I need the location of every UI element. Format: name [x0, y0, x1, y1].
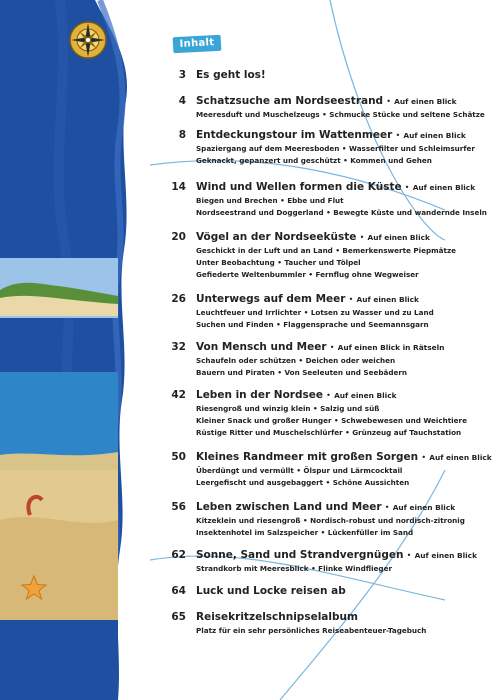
toc-subline: Platz für ein sehr persönliches Reiseabenteuer-Tagebuch [196, 626, 427, 635]
toc-subline: Kitzeklein und riesengroß • Nordisch-robust und nordisch-zitronig [196, 516, 465, 525]
toc-page-number: 20 [171, 231, 186, 243]
sea-illustration [0, 0, 150, 700]
toc-page-number: 32 [171, 341, 186, 353]
compass-rose-icon [70, 22, 106, 58]
toc-overview-label: Auf einen Blick [394, 97, 457, 106]
toc-subline: Unter Beobachtung • Taucher und Tölpel [196, 258, 361, 267]
contents-badge: Inhalt [173, 35, 222, 53]
toc-subline: Meeresduft und Muschelzeugs • Schmucke Stücke und seltene Schätze [196, 110, 485, 119]
toc-overview-label: Auf einen Blick [403, 131, 466, 140]
toc-page-number: 50 [171, 451, 186, 463]
toc-subline: Biegen und Brechen • Ebbe und Flut [196, 196, 344, 205]
toc-page-number: 8 [178, 129, 186, 141]
toc-overview-label: Auf einen Blick [392, 503, 456, 512]
toc-overview-label: Auf einen Blick [412, 183, 476, 192]
toc-title: Unterwegs auf dem Meer [196, 293, 346, 305]
toc-subline: Geknackt, gepanzert und geschützt • Kommen und Gehen [196, 156, 432, 165]
toc-subline: Überdüngt und vermüllt • Ölspur und Lärmcocktail [196, 466, 403, 475]
toc-subline: Riesengroß und winzig klein • Salzig und süß [196, 404, 380, 413]
toc-overview-label: Auf einen Blick [414, 551, 477, 560]
toc-page-number: 14 [171, 181, 186, 193]
toc-title: Vögel an der Nordseeküste [196, 231, 357, 243]
toc-page-number: 56 [171, 501, 186, 513]
toc-overview-label: Auf einen Blick in Rätseln [337, 343, 445, 352]
toc-page-number: 42 [171, 389, 186, 401]
toc-title: Schatzsuche am Nordseestrand [196, 95, 384, 107]
toc-overview-label: Auf einen Blick [367, 233, 430, 242]
toc-subline: Gefiederte Weltenbummler • Fernflug ohne Wegweiser [196, 270, 419, 279]
toc-title: Kleines Randmeer mit großen Sorgen [196, 451, 419, 463]
toc-subline: Geschickt in der Luft und an Land • Bemerkenswerte Piepmätze [196, 246, 456, 255]
toc-subline: Suchen und Finden • Flaggensprache und Seemannsgarn [196, 320, 429, 329]
toc-title: Es geht los! [196, 69, 266, 81]
toc-subline: Nordseestrand und Doggerland • Bewegte Küste und wandernde Inseln [196, 208, 487, 217]
toc-page-number: 65 [171, 611, 186, 623]
toc-subline: Schaufeln oder schützen • Deichen oder weichen [196, 356, 396, 365]
toc-subline: Spaziergang auf dem Meeresboden • Wasserfilter und Schleimsurfer [196, 144, 475, 153]
toc-subline: Bauern und Piraten • Von Seeleuten und Seebädern [196, 368, 408, 377]
toc-title: Entdeckungstour im Wattenmeer [196, 129, 393, 141]
toc-subline: Rüstige Ritter und Muschelschlürfer • Grünzeug auf Tauchstation [196, 428, 462, 437]
toc-title: Von Mensch und Meer [196, 341, 327, 353]
toc-title: Sonne, Sand und Strandvergnügen [196, 549, 404, 561]
toc-overview-label: Auf einen Blick [356, 295, 419, 304]
toc-page-number: 26 [171, 293, 186, 305]
toc-title: Reisekritzelschnipselalbum [196, 611, 358, 623]
toc-page: Inhalt 3 Es geht los! 4 Schatzsuche am Nordseestrand • Auf einen Blick Meeresduft und Muschelzeugs • Schmucke Stücke und seltene Schätze 8 Entdeckungstour im Wattenmeer • Auf einen Blick Spaziergang auf dem Meeresboden • Wasserfilter und Schleimsurfer Geknackt, gepanzert und geschützt • Kommen und Gehen 14 Wind und Wellen formen die Küste • Auf einen Blick Biegen und Brechen • Ebbe und Flut Nordseestrand und Doggerland • Bewegte Küste und wandernde Inseln 20 Vögel an der Nordseeküste • Auf einen Blick Geschickt in der Luft und an Land • Bemerkenswerte Piepmätze Unter Beobachtung • Taucher und Tölpel Gefiederte Weltenbummler • Fernflug ohne Wegweiser 26 Unterwegs auf dem Meer • Auf einen Blick Leuchtfeuer und Irrlichter • Lotsen zu Wasser und zu Land Suchen und Finden • Flaggensprache und Seemannsgarn 32 Von Mensch und Meer • Auf einen Blick in Rätseln Schaufeln oder schützen • Deichen oder weichen Bauern und Piraten • Von Seeleuten und Seebädern 42 Leben in der Nordsee • Auf einen Blick Riesengroß und winzig klein • Salzig und süß Kleiner Snack und großer Hunger • Schwebewesen und Weichtiere Rüstige Ritter und Muschelschlürfer • Grünzeug auf Tauchstation 50 Kleines Randmeer mit großen Sorgen • Auf einen Blick Überdüngt und vermüllt • Ölspur und Lärmcocktail Leergefischt und ausgebaggert • Schöne Aussichten 56 Leben zwischen Land und Meer • Auf einen Blick Kitzeklein und riesengroß • Nordisch-robust und nordisch-zitronig Insektenhotel im Salzspeicher • Lückenfüller im Sand 62 Sonne, Sand und Strandvergnügen • Auf einen Blick Strandkorb mit Meeresblick • Flinke Windflieger 64 Luck und Locke reisen ab 65 Reisekritzelschnipselalbum Platz für ein sehr persönliches Reiseabenteuer-Tagebuch [0, 0, 445, 700]
toc-overview-label: Auf einen Blick [334, 391, 397, 400]
toc-title: Luck und Locke reisen ab [196, 585, 346, 597]
toc-overview-label: Auf einen Blick [429, 453, 492, 462]
toc-page-number: 64 [171, 585, 186, 597]
toc-title: Leben zwischen Land und Meer [196, 501, 382, 513]
toc-title: Leben in der Nordsee [196, 389, 323, 401]
toc-subline: Leuchtfeuer und Irrlichter • Lotsen zu Wasser und zu Land [196, 308, 434, 317]
toc-title: Wind und Wellen formen die Küste [196, 181, 402, 193]
toc-subline: Insektenhotel im Salzspeicher • Lückenfüller im Sand [196, 528, 414, 537]
toc-subline: Strandkorb mit Meeresblick • Flinke Windflieger [196, 564, 392, 573]
toc-page-number: 62 [171, 549, 186, 561]
toc-subline: Kleiner Snack und großer Hunger • Schwebewesen und Weichtiere [196, 416, 467, 425]
toc-page-number: 3 [178, 69, 186, 81]
toc-page-number: 4 [178, 95, 186, 107]
toc-subline: Leergefischt und ausgebaggert • Schöne Aussichten [196, 478, 410, 487]
